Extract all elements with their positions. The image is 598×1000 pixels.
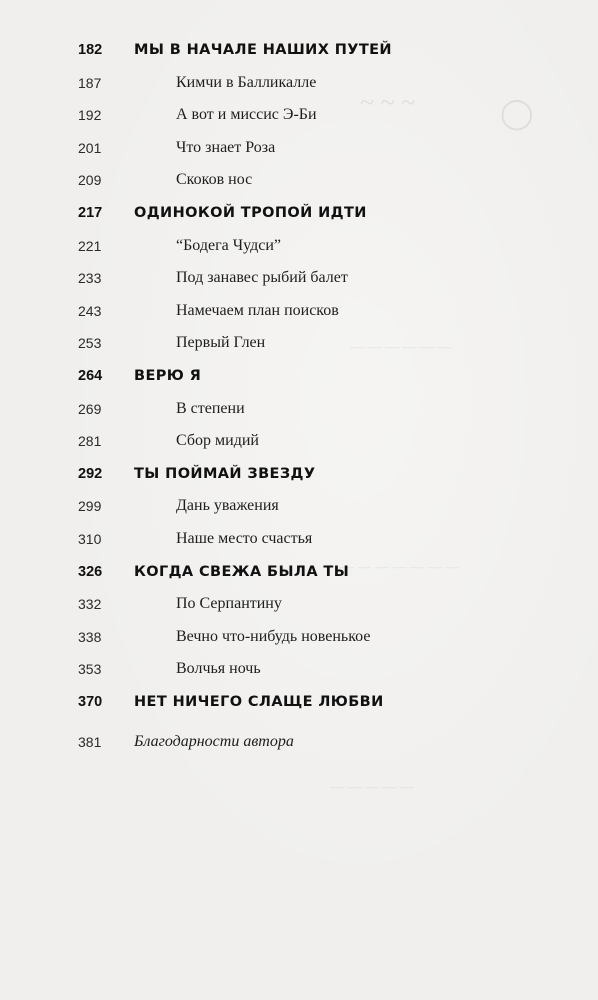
toc-chapter-row	[0, 393, 598, 426]
chapter-title: Кимчи в Балликалле	[176, 73, 317, 91]
page-number: 192	[78, 107, 102, 124]
toc-part-row	[0, 34, 598, 67]
toc-chapter-row	[0, 621, 598, 654]
page-number: 299	[78, 498, 102, 515]
chapter-title: Что знает Роза	[176, 138, 276, 156]
part-title: ТЫ ПОЙМАЙ ЗВЕЗДУ	[134, 465, 316, 482]
page-number: 326	[78, 563, 103, 580]
acknowledgements-title: Благодарности автора	[134, 733, 294, 751]
page-number: 281	[78, 433, 102, 450]
page-number: 243	[78, 302, 102, 319]
toc-chapter-row	[0, 653, 598, 686]
page-number: 338	[78, 628, 102, 645]
page-number: 269	[78, 400, 102, 417]
page-number: 209	[78, 172, 102, 189]
page-number: 187	[78, 74, 102, 91]
bleed-through-mark: — — — — — —	[350, 340, 452, 355]
chapter-title: А вот и миссис Э-Би	[176, 106, 317, 124]
toc-chapter-row	[0, 523, 598, 556]
page-number: 182	[78, 42, 103, 58]
page-number: 201	[78, 139, 102, 156]
toc-chapter-row	[0, 164, 598, 197]
toc-chapter-row	[0, 132, 598, 165]
chapter-title: По Серпантину	[176, 595, 282, 613]
part-title: ВЕРЮ Я	[134, 367, 202, 384]
toc-part-row	[0, 458, 598, 491]
page-number: 264	[78, 367, 103, 384]
chapter-title: Вечно что-нибудь новенькое	[176, 627, 371, 645]
page-number: 353	[78, 661, 102, 678]
toc-chapter-row	[0, 67, 598, 100]
chapter-title: Наше место счастья	[176, 529, 313, 547]
page-number: 292	[78, 465, 103, 482]
chapter-title: В степени	[176, 399, 245, 417]
page-number: 233	[78, 270, 102, 287]
toc-part-row	[0, 686, 598, 719]
page-number: 370	[78, 693, 103, 710]
toc-chapter-row	[0, 327, 598, 360]
part-title: КОГДА СВЕЖА БЫЛА ТЫ	[134, 563, 350, 580]
toc-chapter-row	[0, 230, 598, 263]
toc-part-row	[0, 197, 598, 230]
bleed-through-mark: — — — — — — —	[340, 560, 459, 575]
page-number: 253	[78, 335, 102, 352]
toc-chapter-row	[0, 262, 598, 295]
toc-part-row	[0, 360, 598, 393]
toc-chapter-row	[0, 588, 598, 621]
page-number: 217	[78, 204, 103, 221]
chapter-title: Под занавес рыбий балет	[176, 269, 348, 287]
part-title: НЕТ НИЧЕГО СЛАЩЕ ЛЮБВИ	[134, 693, 384, 710]
part-title: ОДИНОКОЙ ТРОПОЙ ИДТИ	[134, 204, 367, 221]
chapter-title: Сбор мидий	[176, 432, 259, 450]
chapter-title: Скоков нос	[176, 171, 253, 189]
chapter-title: Волчья ночь	[176, 660, 261, 678]
page-number: 221	[78, 237, 102, 254]
bleed-through-mark: — — — — —	[330, 780, 414, 795]
chapter-title: Намечаем план поисков	[176, 301, 339, 319]
chapter-title: Дань уважения	[176, 497, 279, 515]
bleed-through-mark: ◯	[500, 97, 534, 130]
toc-chapter-row	[0, 425, 598, 458]
toc-chapter-row	[0, 295, 598, 328]
toc-chapter-row	[0, 99, 598, 132]
bleed-through-mark: ~ ~ ~	[360, 88, 416, 117]
page-number: 332	[78, 596, 102, 613]
part-title: МЫ В НАЧАЛЕ НАШИХ ПУТЕЙ	[134, 42, 392, 58]
toc-part-row	[0, 556, 598, 589]
chapter-title: Первый Глен	[176, 334, 266, 352]
chapter-title: “Бодега Чудси”	[176, 236, 282, 254]
table-of-contents	[0, 34, 598, 759]
page-number: 381	[78, 734, 102, 751]
page-number: 310	[78, 530, 102, 547]
toc-acknowledgements-row	[0, 726, 598, 759]
toc-chapter-row	[0, 490, 598, 523]
